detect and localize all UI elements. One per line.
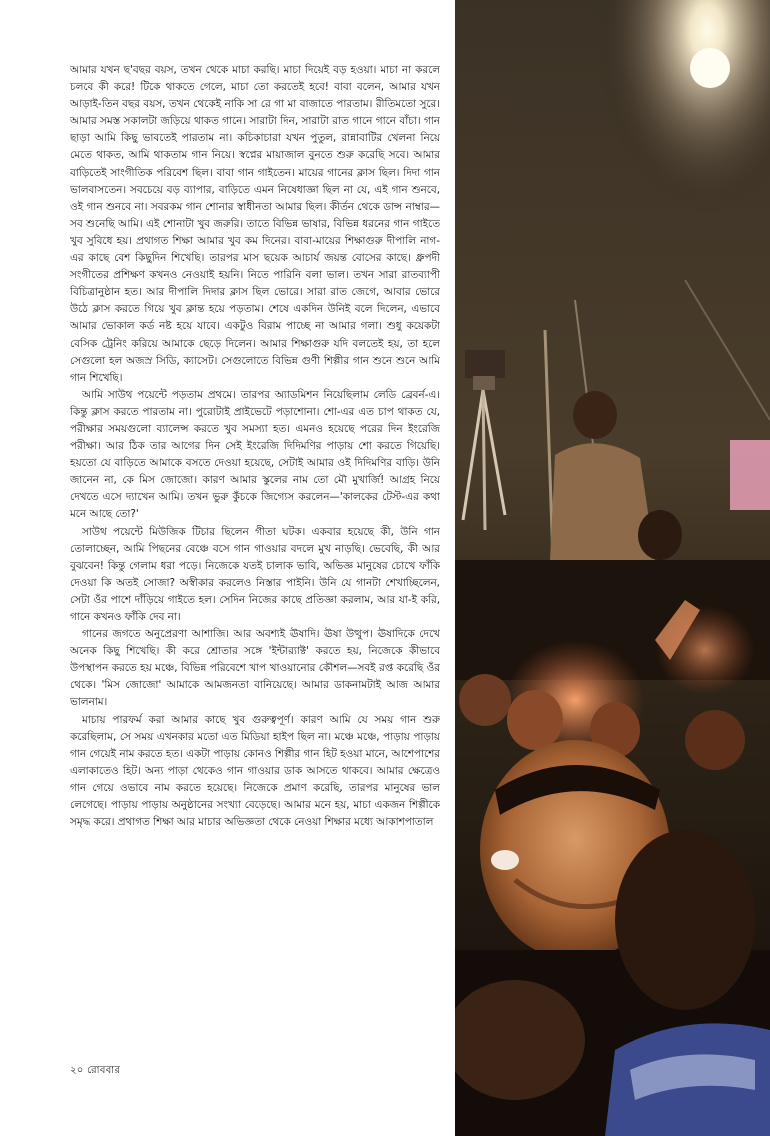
article-body — [70, 62, 440, 1042]
article-paragraph-2: আমি সাউথ পয়েন্টে পড়তাম প্রথমে। তারপর অ্যাডমিশন নিয়েছিলাম লেডি ব্রেবর্ন-এ। কিন্তু ক্লাস করতে পারতাম না। পুরোটাই প্রাইভেটে পড়াশোনা। শো-এর এত চাপ থাকত যে, পরীক্ষার সময়গুলো ব্যালেন্স করতে খুব সমস্যা হত। এমনও হয়েছে পরের দিন ইংরেজি পরীক্ষা। আর ঠিক তার আগের দিন সেই ইংরেজি দিদিমণির পাড়ায় শো করতে গিয়েছি। হয়তো যে বাড়িতে আমাকে বসতে দেওয়া হয়েছে, সেটাই আমার ওই দিদিমণির বাড়ি। উনি জানেন না, কে মিস জোজো। কারণ আমার স্কুলের নাম তো মৌ মুখার্জি! আগ্রহ নিয়ে দেখতে এসে দ্যাখেন আমি। তখন ভুরু কুঁচকে জিগ্যেস করলেন—'কালকের টেস্ট-এর কথা মনে আছে তো?' — [70, 388, 440, 521]
article-paragraph-5: মাচায় পারফর্ম করা আমার কাছে খুব গুরুত্বপূর্ণ। কারণ আমি যে সময় গান শুরু করেছিলাম, সে সময় এখনকার মতো এত মিডিয়া হাইপ ছিল না। মঞ্চে মঞ্চে, পাড়ায় পাড়ায় গান গেয়েই নাম করতে হত। একটা পাড়ায় কোনও শিল্পীর গান হিট হওয়া মানে, আশেপাশের এলাকাতেও হিট। অন্য পাড়া থেকেও গান গাওয়ার ডাক আসতে থাকবে। আমার ক্ষেত্রেও গান গেয়ে ওভাবে নাম করতে হয়েছে। নিজেকে প্রমাণ করেছি, তারপর মানুষের ভাল লেগেছে। পাড়ায় পাড়ায় অনুষ্ঠানের সংখ্যা বেড়েছে। আমার মনে হয়, মাচা একজন শিল্পীকে সমৃদ্ধ করে। প্রথাগত শিক্ষা আর মাচার অভিজ্ঞতা থেকে নেওয়া শিক্ষার মধ্যে আকাশপাতাল — [70, 713, 440, 829]
article-paragraph-3: সাউথ পয়েন্টে মিউজিক টিচার ছিলেন গীতা ঘটক। একবার হয়েছে কী, উনি গান তোলাচ্ছেন, আমি পিছনের বেঞ্চে বসে গান গাওয়ার বদলে মুখ নাড়ছি। ভেবেছি, কী আর বুঝবেন! কিন্তু গেলাম ধরা পড়ে। নিজেকে যতই চালাক ভাবি, অভিজ্ঞ মানুষের চোখে ফাঁকি দেওয়া কি অতই সোজা? অস্বীকার করলেও নিস্তার পাইনি। উনি যে গানটা শেখাচ্ছিলেন, সেটা ওঁর পাশে দাঁড়িয়ে গাইতে হল। সেদিন নিজের কাছে প্রতিজ্ঞা করলাম, আর যা-ই করি, গানে কখনও ফাঁকি দেব না। — [70, 525, 440, 623]
concert-photo — [455, 0, 770, 1136]
article-paragraph-1: আমার যখন ছ'বছর বয়স, তখন থেকে মাচা করছি। মাচা দিয়েই বড় হওয়া। মাচা না করলে চলবে কী করে! টিকে থাকতে গেলে, মাচা তো করতেই হবে! বাবা বলেন, আমার যখন আড়াই-তিন বছর বয়স, তখন থেকেই নাকি সা রে গা মা বাজাতে পারতাম। রীতিমতো সুরে। আমার সমস্ত সকালটা জড়িয়ে থাকত গানে। সারাটা দিন, সারাটা রাত গানে গানে বাঁচা। গান ছাড়া আমি কিছু ভাবতেই পারতাম না। কচিকাচারা যখন পুতুল, রান্নাবাটির খেলনা নিয়ে মেতে থাকত, আমি থাকতাম গান নিয়ে। স্বপ্নের মায়াজাল বুনতে শুরু করেছি সবে। আমার বাড়িতেই সাংগীতিক পরিবেশ ছিল। বাবা গান গাইতেন। মায়ের গানের ক্লাস ছিল। দিদা গান ভালবাসতেন। সবচেয়ে বড় ব্যাপার, বাড়িতে এমন নিষেধাজ্ঞা ছিল না যে, এই গান শুনবে, ওই গান শুনবে না। সবরকম গান শোনার স্বাধীনতা আমার ছিল। কীর্তন থেকে ডান্স নাম্বার—সব শুনেছি আমি। এই শোনাটা খুব জরুরি। তাতে বিভিন্ন ভাষার, বিভিন্ন ধরনের গান গাইতে খুব সুবিধে হয়। প্রথাগত শিক্ষা আমার খুব কম দিনের। বাবা-মায়ের শিক্ষাগুরু দীপালি নাগ-এর কাছে বেশ কিছুদিন শিখেছি। তারপর মাস ছয়েক আচার্য জয়ন্ত বোসের কাছে। ধ্রুপদী সংগীতের প্রশিক্ষণ কখনও নেওয়াই হয়নি। নিতে পারিনি বলা ভাল। তখন সারা রাতব্যাপী বিচিত্রানুষ্ঠান হত। আর দীপালি দিদার ক্লাস ছিল ভোরে। সারা রাত জেগে, আবার ভোরে উঠে ক্লাস করতে গিয়ে খুব ক্লান্ত হয়ে পড়তাম। শেষে একদিন উনিই বলে দিলেন, এভাবে আমার ভোকাল কর্ড নষ্ট হয়ে যাবে। একটুও বিরাম পাচ্ছে না আমার গলা। শুধু কয়েকটা বেসিক ট্রেনিং করিয়ে আমাকে ছেড়ে দিলেন। আমার শিক্ষাগুরু যদি বলতেই হয়, তা হলে সেগুলো হল অজস্র সিডি, ক্যাসেট। সেগুলোতে বিভিন্ন গুণী শিল্পীর গান শুনে শুনে আমি গান শিখেছি। — [70, 64, 440, 384]
article-paragraph-4: গানের জগতে অনুপ্রেরণা আশাজি। আর অবশ্যই ঊষাদি। ঊষা উত্থুপ। ঊষাদিকে দেখে অনেক কিছু শিখেছি। কী করে শ্রোতার সঙ্গে 'ইন্টার‍্যাক্ট' করতে হয়, নিজেকে কীভাবে উপস্থাপন করতে হয় মঞ্চে, বিভিন্ন পরিবেশে খাপ খাওয়ানোর কৌশল—সবই রপ্ত করেছি ওঁর থেকে। 'মিস জোজো' আমাকে আমজনতা বানিয়েছে। আমার ডাকনামটাই আজ আমার ভালনাম। — [70, 628, 440, 709]
page-footer: ২০ রোববার — [70, 1065, 121, 1076]
concert-photo-illustration — [455, 0, 770, 1136]
